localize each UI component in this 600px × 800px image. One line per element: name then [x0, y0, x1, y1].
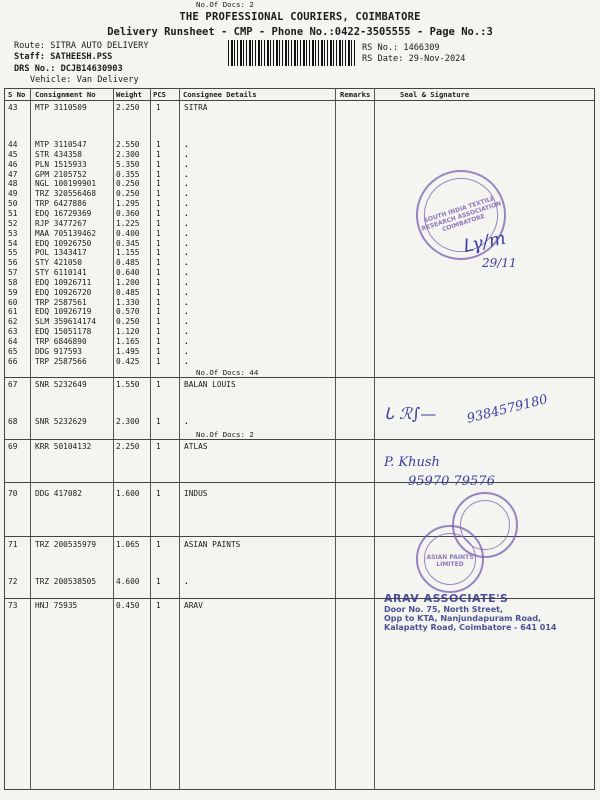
row-weight: 0.570 [116, 307, 140, 317]
row-weight: 0.355 [116, 169, 140, 179]
rs-date: RS Date: 29-Nov-2024 [362, 54, 466, 64]
row-pcs: 1 [156, 103, 161, 112]
row-consignee-marker: . [184, 199, 189, 209]
row-consignee-marker: . [184, 356, 189, 366]
row-pcs: 1 [156, 258, 161, 268]
row-sno: 69 [8, 442, 18, 451]
row-sno: 54 [8, 238, 18, 248]
row-weight: 0.345 [116, 238, 140, 248]
rs-number: RS No.: 1466309 [362, 43, 440, 53]
row-pcs: 1 [156, 540, 161, 549]
row-weight: 1.225 [116, 218, 140, 228]
row-consignee: ATLAS [184, 442, 208, 451]
row-consignee: BALAN LOUIS [184, 380, 236, 389]
row-weight: 0.360 [116, 208, 140, 218]
company-title: THE PROFESSIONAL COURIERS, COIMBATORE [179, 11, 421, 23]
staff-label: Staff: SATHEESH.PSS [14, 52, 113, 62]
row-consignment-no: EDQ 10926719 [35, 307, 92, 317]
row-consignment-no: STY 421050 [35, 258, 82, 268]
row-pcs: 1 [156, 327, 161, 337]
receiver-name-2: P. Khush [384, 455, 440, 470]
row-pcs: 1 [156, 489, 161, 498]
row-sno: 50 [8, 199, 18, 209]
row-sno: 57 [8, 268, 18, 278]
row-consignee-marker: . [184, 208, 189, 218]
row-consignment-no: MAA 705139462 [35, 228, 97, 238]
row-consignment-no: STY 6110141 [35, 268, 87, 278]
row-sno: 61 [8, 307, 18, 317]
row-sno: 73 [8, 601, 18, 610]
row-pcs: 1 [156, 380, 161, 389]
row-consignee-marker: . [184, 577, 189, 586]
row-pcs: 1 [156, 169, 161, 179]
col-seal-header: Seal & Signature [400, 90, 470, 99]
row-weight: 0.425 [116, 356, 140, 366]
arav-stamp-line: Door No. 75, North Street, [384, 605, 504, 614]
row-consignment-no: MTP 3110509 [35, 103, 87, 112]
row-weight: 2.250 [116, 442, 140, 451]
col-consignment-header: Consignment No [35, 90, 96, 99]
row-consignee-marker: . [184, 248, 189, 258]
row-weight: 4.600 [116, 577, 140, 586]
row-sno: 45 [8, 149, 18, 159]
group-divider [4, 482, 595, 483]
row-weight: 1.155 [116, 248, 140, 258]
row-consignee-marker: . [184, 327, 189, 337]
row-consignment-no: SNR 5232629 [35, 417, 87, 426]
row-sno: 68 [8, 417, 18, 426]
row-consignee: ASIAN PAINTS [184, 540, 241, 549]
row-consignment-no: TRZ 200535979 [35, 540, 97, 549]
row-consignee-marker: . [184, 268, 189, 278]
date-mark: 29/11 [482, 256, 517, 270]
row-pcs: 1 [156, 228, 161, 238]
arav-stamp-line: Opp to KTA, Nanjundapuram Road, [384, 614, 542, 623]
row-consignment-no: KRR 50104132 [35, 442, 92, 451]
row-consignee-marker: . [184, 169, 189, 179]
row-consignee-marker: . [184, 417, 189, 426]
row-sno: 64 [8, 337, 18, 346]
row-sno: 51 [8, 208, 18, 218]
row-sno: 70 [8, 489, 18, 498]
row-sno: 60 [8, 297, 18, 307]
row-sno: 72 [8, 577, 18, 586]
runsheet-subtitle: Delivery Runsheet - CMP - Phone No.:0422-3505555 - Page No.:3 [107, 26, 493, 38]
row-consignment-no: TRZ 320556468 [35, 189, 97, 199]
arav-stamp-line: Kalapatty Road, Coimbatore - 641 014 [384, 623, 557, 632]
row-weight: 1.330 [116, 297, 140, 307]
row-sno: 71 [8, 540, 18, 549]
row-weight: 0.485 [116, 258, 140, 268]
row-pcs: 1 [156, 346, 161, 356]
row-weight: 0.400 [116, 228, 140, 238]
row-consignment-no: STR 434358 [35, 149, 82, 159]
no-of-docs: No.Of Docs: 2 [196, 0, 254, 9]
row-weight: 0.250 [116, 189, 140, 199]
row-consignee: SITRA [184, 103, 208, 112]
row-weight: 0.640 [116, 268, 140, 278]
row-weight: 0.485 [116, 287, 140, 297]
row-consignee-marker: . [184, 179, 189, 189]
row-sno: 53 [8, 228, 18, 238]
col-pcs-header: PCS [153, 90, 166, 99]
row-pcs: 1 [156, 179, 161, 189]
col-sno-header: S No [8, 90, 26, 99]
row-weight: 2.300 [116, 149, 140, 159]
row-sno: 44 [8, 140, 18, 149]
row-pcs: 1 [156, 189, 161, 199]
row-consignee-marker: . [184, 317, 189, 327]
row-sno: 43 [8, 103, 18, 112]
row-consignee-marker: . [184, 238, 189, 248]
row-consignment-no: PLN 1515933 [35, 159, 87, 169]
row-weight: 2.250 [116, 103, 140, 112]
row-pcs: 1 [156, 297, 161, 307]
row-pcs: 1 [156, 199, 161, 209]
group-divider [4, 439, 595, 440]
row-sno: 52 [8, 218, 18, 228]
receiver-phone-2: 95970 79576 [408, 474, 495, 489]
row-pcs: 1 [156, 149, 161, 159]
signature-1: ᒪγ/m [460, 227, 508, 258]
row-consignee-marker: . [184, 149, 189, 159]
row-weight: 1.295 [116, 199, 140, 209]
row-sno: 63 [8, 327, 18, 337]
row-weight: 2.300 [116, 417, 140, 426]
row-sno: 62 [8, 317, 18, 327]
row-pcs: 1 [156, 159, 161, 169]
row-weight: 2.550 [116, 140, 140, 149]
row-pcs: 1 [156, 577, 161, 586]
row-consignment-no: SLM 359614174 [35, 317, 97, 327]
row-weight: 1.550 [116, 380, 140, 389]
row-pcs: 1 [156, 337, 161, 346]
row-consignee-marker: . [184, 287, 189, 297]
row-sno: 58 [8, 277, 18, 287]
row-consignment-no: EDQ 15051178 [35, 327, 92, 337]
row-pcs: 1 [156, 601, 161, 610]
row-pcs: 1 [156, 208, 161, 218]
row-consignee-marker: . [184, 159, 189, 169]
row-weight: 1.065 [116, 540, 140, 549]
row-consignee-marker: . [184, 189, 189, 199]
arav-address-stamp [384, 592, 556, 632]
row-consignment-no: RJP 3477267 [35, 218, 87, 228]
row-pcs: 1 [156, 442, 161, 451]
asian-paints-stamp [416, 525, 484, 593]
row-sno: 47 [8, 169, 18, 179]
row-consignment-no: TRZ 200538505 [35, 577, 97, 586]
row-pcs: 1 [156, 287, 161, 297]
row-consignment-no: GPM 2105752 [35, 169, 87, 179]
row-sno: 66 [8, 356, 18, 366]
row-consignee-marker: . [184, 277, 189, 287]
col-weight-header: Weight [116, 90, 142, 99]
stamp-text: ASIAN PAINTS LIMITED [426, 554, 474, 568]
no-of-docs: No.Of Docs: 2 [196, 430, 254, 439]
group-divider [4, 377, 595, 378]
row-consignee-marker: . [184, 346, 189, 356]
row-sno: 67 [8, 380, 18, 389]
barcode [228, 40, 356, 66]
row-weight: 1.120 [116, 327, 140, 337]
row-consignee-marker: . [184, 228, 189, 238]
row-consignment-no: MTP 3110547 [35, 140, 87, 149]
header-divider [4, 100, 595, 101]
row-pcs: 1 [156, 356, 161, 366]
row-consignee-marker: . [184, 307, 189, 317]
col-remarks-header: Remarks [340, 90, 371, 99]
row-pcs: 1 [156, 268, 161, 278]
row-weight: 1.600 [116, 489, 140, 498]
row-sno: 65 [8, 346, 18, 356]
row-pcs: 1 [156, 417, 161, 426]
col-consignee-header: Consignee Details [183, 90, 257, 99]
row-consignee-marker: . [184, 218, 189, 228]
receiver-phone-1: 9384579180 [465, 392, 550, 427]
row-sno: 49 [8, 189, 18, 199]
row-consignment-no: TRP 6846890 [35, 337, 87, 346]
no-of-docs: No.Of Docs: 44 [196, 368, 259, 377]
signature-2: ᒐ ℛ∫— [384, 404, 437, 423]
row-consignment-no: TRP 2587566 [35, 356, 87, 366]
row-consignment-no: HNJ 75935 [35, 601, 78, 610]
row-weight: 0.250 [116, 317, 140, 327]
row-consignment-no: EDQ 16729369 [35, 208, 92, 218]
row-pcs: 1 [156, 140, 161, 149]
row-weight: 0.250 [116, 179, 140, 189]
row-consignment-no: EDQ 10926711 [35, 277, 92, 287]
row-consignee-marker: . [184, 140, 189, 149]
row-weight: 1.495 [116, 346, 140, 356]
row-consignee-marker: . [184, 297, 189, 307]
row-consignment-no: TRP 2587561 [35, 297, 87, 307]
row-consignment-no: EDQ 10926750 [35, 238, 92, 248]
vehicle-label: Vehicle: Van Delivery [30, 75, 139, 85]
row-consignee-marker: . [184, 258, 189, 268]
stamp-text: SOUTH INDIA TEXTILE RESEARCH ASSOCIATION COIMBATORE [420, 195, 503, 234]
drs-number: DRS No.: DCJB14630903 [14, 64, 123, 74]
row-sno: 55 [8, 248, 18, 258]
row-consignee: ARAV [184, 601, 203, 610]
row-consignment-no: DDG 917593 [35, 346, 82, 356]
row-consignment-no: NGL 100199901 [35, 179, 97, 189]
row-pcs: 1 [156, 218, 161, 228]
row-consignee: INDUS [184, 489, 208, 498]
row-weight: 0.450 [116, 601, 140, 610]
row-pcs: 1 [156, 277, 161, 287]
row-pcs: 1 [156, 238, 161, 248]
row-weight: 1.165 [116, 337, 140, 346]
row-pcs: 1 [156, 307, 161, 317]
row-sno: 56 [8, 258, 18, 268]
row-consignment-no: DDG 417082 [35, 489, 82, 498]
row-consignment-no: POL 1343417 [35, 248, 87, 258]
row-pcs: 1 [156, 248, 161, 258]
row-weight: 1.200 [116, 277, 140, 287]
arav-stamp-name: ARAV ASSOCIATE'S [384, 592, 509, 605]
row-consignee-marker: . [184, 337, 189, 346]
row-consignment-no: SNR 5232649 [35, 380, 87, 389]
row-consignment-no: TRP 6427886 [35, 199, 87, 209]
row-pcs: 1 [156, 317, 161, 327]
row-sno: 46 [8, 159, 18, 169]
row-sno: 48 [8, 179, 18, 189]
row-sno: 59 [8, 287, 18, 297]
row-weight: 5.350 [116, 159, 140, 169]
route-label: Route: SITRA AUTO DELIVERY [14, 41, 149, 51]
row-consignment-no: EDQ 10926720 [35, 287, 92, 297]
